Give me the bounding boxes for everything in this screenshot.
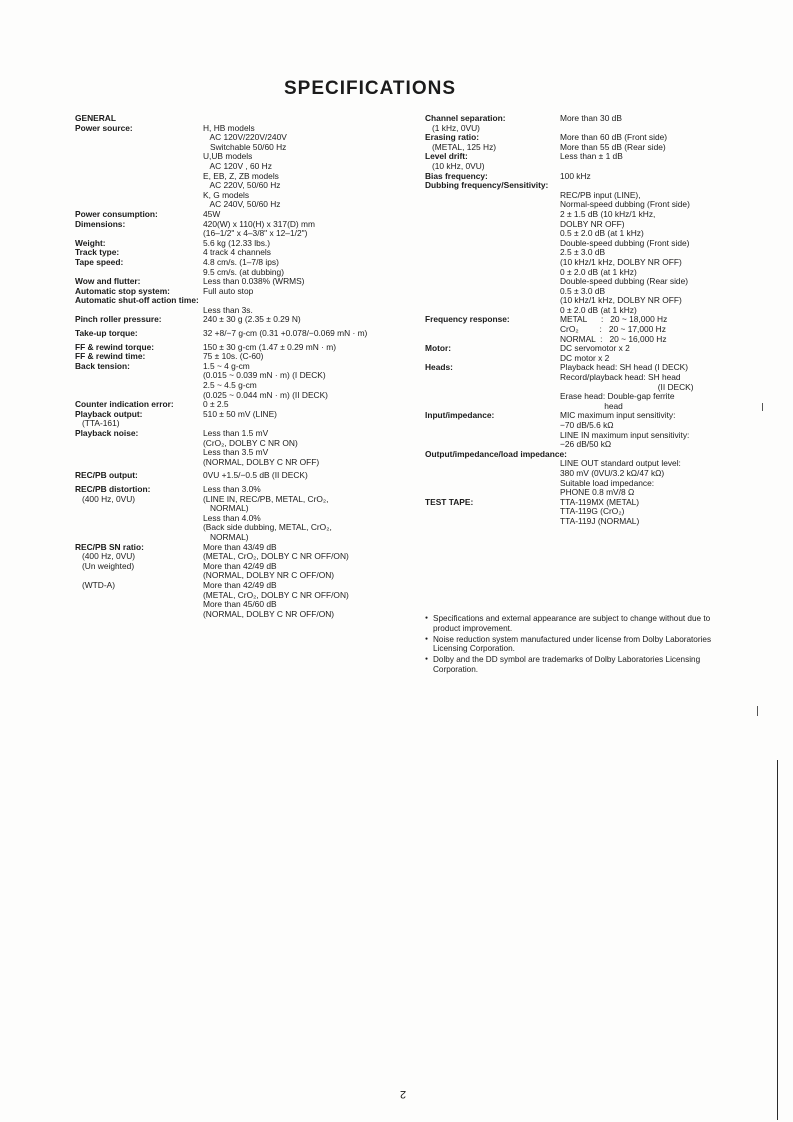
spec-value: LINE IN maximum input sensitivity: [560, 429, 690, 440]
spec-value: 32 +8/−7 g-cm (0.31 +0.078/−0.069 mN · m) [203, 328, 368, 339]
spec-label: Tape speed: [75, 256, 124, 267]
spec-label [425, 229, 560, 239]
spec-value: Less than 3s. [203, 304, 253, 315]
spec-label [75, 152, 203, 162]
spec-value: NORMAL) [203, 531, 249, 542]
spec-value: 4 track 4 channels [203, 247, 271, 258]
bullet-icon: ● [425, 615, 429, 621]
spec-value: DC motor x 2 [560, 352, 610, 363]
spec-label: Playback output: [75, 408, 143, 419]
spec-label: Output/impedance/load impedance: [425, 448, 567, 459]
spec-label: Power source: [75, 122, 133, 133]
note-text: Noise reduction system manufactured under license from Dolby Laboratories Licensing Corporation. [433, 634, 712, 654]
spec-label [75, 381, 203, 391]
spec-row [75, 471, 405, 481]
spec-label [425, 392, 560, 402]
spec-label: Level drift: [425, 151, 468, 162]
spec-value: Less than 0.038% (WRMS) [203, 276, 305, 287]
spec-value: K, G models [203, 189, 250, 200]
spec-value: More than 43/49 dB [203, 541, 277, 552]
spec-label [425, 431, 560, 441]
spec-value: (METAL, CrO₂, DOLBY C NR OFF/ON) [203, 589, 349, 600]
spec-label: Dubbing frequency/Sensitivity: [425, 180, 549, 191]
spec-row [75, 410, 405, 420]
spec-label [75, 439, 203, 449]
spec-label [425, 277, 560, 287]
spec-value: (NORMAL, DOLBY C NR OFF/ON) [203, 608, 335, 619]
note-item [425, 635, 735, 655]
spec-label [425, 210, 560, 220]
spec-value: More than 60 dB (Front side) [560, 132, 668, 143]
left-spec-column [75, 114, 405, 619]
spec-value: (LINE IN, REC/PB, METAL, CrO₂, [203, 493, 329, 504]
spec-value: U,UB models [203, 151, 253, 162]
spec-value: Double-speed dubbing (Front side) [560, 237, 690, 248]
spec-label [75, 523, 203, 533]
scan-edge-line [777, 760, 778, 1120]
spec-label [425, 296, 560, 306]
spec-label: Wow and flutter: [75, 276, 141, 287]
spec-label [425, 220, 560, 230]
spec-label [425, 421, 560, 431]
spec-value: More than 30 dB [560, 113, 622, 123]
spec-value: 380 mV (0VU/3.2 kΩ/47 kΩ) [560, 467, 665, 478]
spec-label [75, 610, 203, 620]
spec-label [75, 591, 203, 601]
spec-label [75, 458, 203, 468]
spec-value: Switchable 50/60 Hz [203, 141, 287, 152]
spec-label: Back tension: [75, 360, 130, 371]
spec-value: (10 kHz/1 kHz, DOLBY NR OFF) [560, 295, 682, 306]
spec-value: −26 dB/50 kΩ [560, 439, 612, 450]
spec-value: Playback head: SH head (I DECK) [560, 362, 689, 373]
spec-label [425, 517, 560, 527]
spec-label [425, 191, 560, 201]
spec-value: 0.5 ± 3.0 dB [560, 285, 606, 296]
spec-value: Less than 3.0% [203, 483, 261, 494]
spec-value: −70 dB/5.6 kΩ [560, 420, 614, 430]
spec-value: (II DECK) [560, 381, 694, 392]
spec-row [75, 458, 405, 468]
spec-label [425, 469, 560, 479]
spec-label [75, 143, 203, 153]
spec-value: More than 42/49 dB [203, 579, 277, 590]
spec-value: 9.5 cm/s. (at dubbing) [203, 266, 284, 277]
spec-label: (METAL, 125 Hz) [425, 141, 497, 152]
spec-value: DC servomotor x 2 [560, 343, 630, 354]
spec-label: Channel separation: [425, 113, 506, 123]
spec-value: (METAL, CrO₂, DOLBY C NR OFF/ON) [203, 551, 349, 562]
spec-label [425, 268, 560, 278]
spec-label [75, 448, 203, 458]
spec-value: Less than 4.0% [203, 512, 261, 523]
spec-value: NORMAL) [203, 503, 249, 514]
spec-label: REC/PB SN ratio: [75, 541, 144, 552]
spec-label: FF & rewind torque: [75, 341, 155, 352]
spec-label: Counter indication error: [75, 399, 174, 410]
spec-label: REC/PB distortion: [75, 483, 151, 494]
spec-value: 0.5 ± 2.0 dB (at 1 kHz) [560, 228, 644, 239]
spec-value: More than 55 dB (Rear side) [560, 141, 666, 152]
spec-value: Double-speed dubbing (Rear side) [560, 276, 689, 287]
spec-value: 510 ± 50 mV (LINE) [203, 408, 277, 419]
spec-value: Less than ± 1 dB [560, 151, 623, 162]
spec-label [425, 459, 560, 469]
spec-label: Motor: [425, 343, 452, 354]
spec-value: LINE OUT standard output level: [560, 458, 681, 469]
spec-value: Less than 3.5 mV [203, 447, 269, 458]
spec-label [425, 287, 560, 297]
spec-value: (10 kHz/1 kHz, DOLBY NR OFF) [560, 256, 682, 267]
spec-label [425, 373, 560, 383]
spec-label: (WTD-A) [75, 579, 116, 590]
spec-value: 2.5 ~ 4.5 g-cm [203, 380, 257, 391]
note-text: Specifications and external appearance are subject to change without due to product improvement. [433, 614, 711, 633]
spec-value: 5.6 kg (12.33 lbs.) [203, 237, 271, 248]
spec-label: Heads: [425, 362, 453, 373]
spec-label: Automatic shut-off action time: [75, 295, 199, 306]
spec-label: Take-up torque: [75, 328, 138, 339]
spec-label [75, 371, 203, 381]
spec-label: TEST TAPE: [425, 496, 474, 507]
spec-label: Pinch roller pressure: [75, 314, 162, 325]
spec-value: 1.5 ~ 4 g-cm [203, 360, 250, 371]
spec-value: AC 220V, 50/60 Hz [203, 180, 281, 191]
spec-label [425, 479, 560, 489]
bullet-icon: ● [425, 635, 429, 642]
spec-value: 75 ± 10s. (C-60) [203, 351, 264, 362]
spec-label [75, 504, 203, 514]
spec-value: 420(W) x 110(H) x 317(D) mm [203, 218, 315, 229]
spec-label [425, 383, 560, 393]
spec-value: 2 ± 1.5 dB (10 kHz/1 kHz, [560, 208, 656, 219]
spec-value: AC 120V/220V/240V [203, 132, 287, 143]
spec-row [75, 610, 405, 620]
spec-label [75, 514, 203, 524]
spec-label: GENERAL [75, 113, 116, 123]
scan-speck [757, 706, 758, 716]
spec-label: Erasing ratio: [425, 132, 479, 143]
spec-value: More than 42/49 dB [203, 560, 277, 571]
right-spec-column [425, 114, 745, 527]
spec-value: 45W [203, 208, 221, 219]
spec-label: (1 kHz, 0VU) [425, 122, 480, 133]
spec-value: REC/PB input (LINE), [560, 189, 641, 200]
spec-value: (Back side dubbing, METAL, CrO₂, [203, 522, 332, 533]
spec-value: (16–1/2" x 4–3/8" x 12–1/2") [203, 228, 308, 239]
spec-value: Less than 1.5 mV [203, 428, 269, 438]
spec-value: Normal-speed dubbing (Front side) [560, 199, 690, 210]
spec-label: Frequency response: [425, 314, 510, 325]
spec-label: (400 Hz, 0VU) [75, 551, 136, 562]
spec-label: Dimensions: [75, 218, 126, 229]
spec-value: (0.025 ~ 0.044 mN · m) (II DECK) [203, 389, 328, 400]
spec-label [75, 162, 203, 172]
spec-label: Bias frequency: [425, 170, 488, 181]
note-text: Dolby and the DD symbol are trademarks of Dolby Laboratories Licensing Corporation. [433, 655, 701, 674]
spec-label: (TTA-161) [75, 418, 120, 429]
spec-value: (CrO₂, DOLBY C NR ON) [203, 437, 298, 448]
note-item [425, 655, 735, 675]
spec-value: 4.8 cm/s. (1–7/8 ips) [203, 256, 279, 267]
spec-value: TTA-119G (CrO₂) [560, 506, 625, 517]
spec-value: H, HB models [203, 122, 255, 133]
spec-value: 240 ± 30 g (2.35 ± 0.29 N) [203, 314, 301, 325]
spec-label: Playback noise: [75, 428, 139, 438]
spec-label [425, 239, 560, 249]
spec-value: 150 ± 30 g-cm (1.47 ± 0.29 mN · m) [203, 341, 337, 352]
bullet-icon: ● [425, 656, 429, 663]
spec-row [75, 329, 405, 339]
spec-label: Weight: [75, 237, 106, 248]
spec-label [75, 133, 203, 143]
spec-label [75, 172, 203, 182]
spec-value: E, EB, Z, ZB models [203, 170, 279, 181]
spec-value: 0 ± 2.5 [203, 399, 229, 410]
spec-label: Track type: [75, 247, 120, 258]
spec-value: head [560, 400, 623, 411]
spec-value: AC 240V, 50/60 Hz [203, 199, 281, 210]
spec-value: TTA-119J (NORMAL) [560, 515, 640, 526]
spec-label: FF & rewind time: [75, 351, 146, 362]
spec-label: (Un weighted) [75, 560, 135, 571]
spec-value: DOLBY NR OFF) [560, 218, 625, 229]
spec-label [425, 507, 560, 517]
spec-value: Record/playback head: SH head [560, 372, 681, 383]
spec-value: More than 45/60 dB [203, 599, 277, 610]
scan-speck [762, 403, 763, 411]
spec-value: 0 ± 2.0 dB (at 1 kHz) [560, 304, 637, 315]
spec-label [75, 600, 203, 610]
note-item [425, 614, 735, 634]
spec-value: METAL : 20 ~ 18,000 Hz [560, 314, 668, 325]
spec-value: NORMAL : 20 ~ 16,000 Hz [560, 333, 667, 344]
spec-label: Power consumption: [75, 208, 158, 219]
spec-value: PHONE 0.8 mV/8 Ω [560, 487, 635, 498]
spec-label: (10 kHz, 0VU) [425, 160, 485, 171]
spec-label [425, 258, 560, 268]
spec-value: MIC maximum input sensitivity: [560, 410, 676, 421]
spec-value: TTA-119MX (METAL) [560, 496, 640, 507]
spec-row [75, 315, 405, 325]
notes-list [425, 614, 735, 676]
spec-label: (400 Hz, 0VU) [75, 493, 136, 504]
spec-value: 0 ± 2.0 dB (at 1 kHz) [560, 266, 637, 277]
spec-value: (NORMAL, DOLBY C NR OFF) [203, 456, 320, 467]
spec-value: Erase head: Double-gap ferrite [560, 391, 675, 402]
spec-value: 100 kHz [560, 170, 591, 181]
spec-label: REC/PB output: [75, 470, 138, 481]
spec-label [75, 181, 203, 191]
spec-label: Automatic stop system: [75, 285, 170, 296]
spec-label [425, 248, 560, 258]
spec-value: Suitable load impedance: [560, 477, 655, 488]
spec-value: (0.015 ~ 0.039 mN · m) (I DECK) [203, 370, 326, 381]
spec-value: (NORMAL, DOLBY NR C OFF/ON) [203, 570, 335, 581]
spec-value: 0VU +1.5/−0.5 dB (II DECK) [203, 470, 308, 481]
spec-label: Input/impedance: [425, 410, 495, 421]
spec-label [75, 191, 203, 201]
spec-value: CrO₂ : 20 ~ 17,000 Hz [560, 324, 666, 335]
page-title: SPECIFICATIONS [284, 78, 456, 99]
spec-label [425, 325, 560, 335]
spec-label [425, 200, 560, 210]
spec-value: AC 120V , 60 Hz [203, 160, 272, 171]
spec-value: 2.5 ± 3.0 dB [560, 247, 606, 258]
page-number: 2 [400, 1088, 407, 1100]
spec-value: Full auto stop [203, 285, 254, 296]
spec-row [425, 517, 745, 527]
